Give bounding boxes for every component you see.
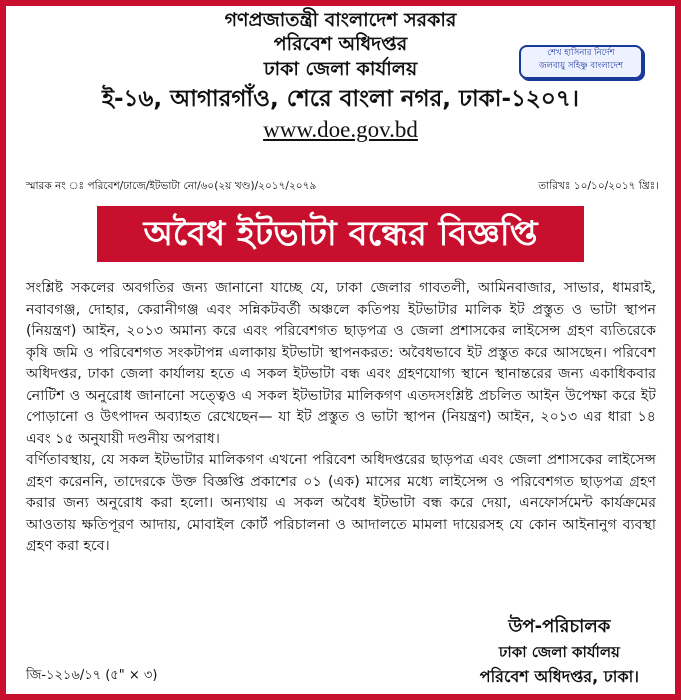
memo-number: স্মারক নং ঃ পরিবেশ/ঢাজে/ইটভাটা নো/৬০(২য় খণ্ড)/২০১৭/২০৭৯ bbox=[26, 180, 317, 192]
advertisement-ref: জি-১২১৬/১৭ (৫" × ৩) bbox=[26, 668, 158, 683]
signatory-title: উপ-পরিচালক bbox=[508, 616, 611, 637]
badge-line-1: শেখ হাসিনার নির্দেশ bbox=[547, 48, 615, 58]
office-name: ঢাকা জেলা কার্যালয় bbox=[263, 58, 418, 80]
badge-line-2: জলবায়ু সহিষ্ণু বাংলাদেশ bbox=[538, 61, 623, 71]
signature-block bbox=[480, 614, 639, 690]
memo-date: তারিখঃ ১০/১০/২০১৭ খ্রিঃ। bbox=[538, 180, 659, 192]
body-paragraph-2: বর্ণিতাবস্থায়, যে সকল ইটভাটার মালিকগণ এখনো পরিবেশ অধিদপ্তরের ছাড়পত্র এবং জেলা প্রশাসকের লাইসেন্স গ্রহণ করেননি, তাদেরকে উক্ত বিজ্ঞপ্তি প্রকাশের ০১ (এক) মাসের মধ্যে লাইসেন্স ও পরিবেশগত ছাড়পত্র গ্রহণ করার জন্য অনুরোধ করা হলো। অন্যথায় এ সকল অবৈধ ইটভাটা বন্ধ করে দেয়া, এনফোর্সমেন্ট কার্যক্রমের আওতায় ক্ষতিপূরণ আদায়, মোবাইল কোর্ট পরিচালনা ও আদালতে মামলা দায়েরসহ যে কোন আইনানুগ ব্যবস্থা গ্রহণ করা হবে। bbox=[26, 452, 656, 554]
notice-body bbox=[26, 278, 656, 558]
notice-title-banner: অবৈধ ইটভাটা বন্ধের বিজ্ঞপ্তি bbox=[97, 206, 584, 262]
government-name: গণপ্রজাতন্ত্রী বাংলাদেশ সরকার bbox=[224, 9, 457, 31]
signatory-department: পরিবেশ অধিদপ্তর, ঢাকা। bbox=[479, 667, 639, 686]
slogan-badge bbox=[519, 45, 643, 79]
office-address: ই-১৬, আগারগাঁও, শেরে বাংলা নগর, ঢাকা-১২০৭। bbox=[102, 86, 579, 112]
website-link[interactable]: www.doe.gov.bd bbox=[263, 117, 418, 142]
signatory-office: ঢাকা জেলা কার্যালয় bbox=[498, 643, 620, 661]
department-name: পরিবেশ অধিদপ্তর bbox=[273, 33, 408, 55]
body-paragraph-1: সংশ্লিষ্ট সকলের অবগতির জন্য জানানো যাচ্ছে যে, ঢাকা জেলার গাবতলী, আমিনবাজার, সাভার, ধামরাই, নবাবগঞ্জ, দোহার, কেরানীগঞ্জ এবং সন্নিকটবর্তী অঞ্চলে কতিপয় ইটভাটার মালিক ইট প্রস্তুত ও ভাটা স্থাপন (নিয়ন্ত্রণ) আইন, ২০১৩ অমান্য করে এবং পরিবেশগত ছাড়পত্র ও জেলা প্রশাসকের লাইসেন্স গ্রহণ ব্যতিরেকে কৃষি জমি ও পরিবেশগত সংকটাপন্ন এলাকায় ইটভাটা স্থাপনকরত: অবৈধভাবে ইট প্রস্তুত করে আসছেন। পরিবেশ অধিদপ্তর, ঢাকা জেলা কার্যালয় হতে এ সকল ইটভাটা বন্ধ এবং গ্রহণযোগ্য স্থানে স্থানান্তরের জন্য একাধিকবার নোটিশ ও অনুরোধ জানানো সত্ত্বেও এ সকল ইটভাটার মালিকগণ এতদসংশ্লিষ্ট প্রচলিত আইন উপেক্ষা করে ইট পোড়ানো ও উৎপাদন অব্যাহত রেখেছেন— যা ইট প্রস্তুত ও ভাটা স্থাপন (নিয়ন্ত্রণ) আইন, ২০১৩ এর ধারা ১৪ এবং ১৫ অনুযায়ী দণ্ডনীয় অপরাধ। bbox=[26, 280, 656, 447]
